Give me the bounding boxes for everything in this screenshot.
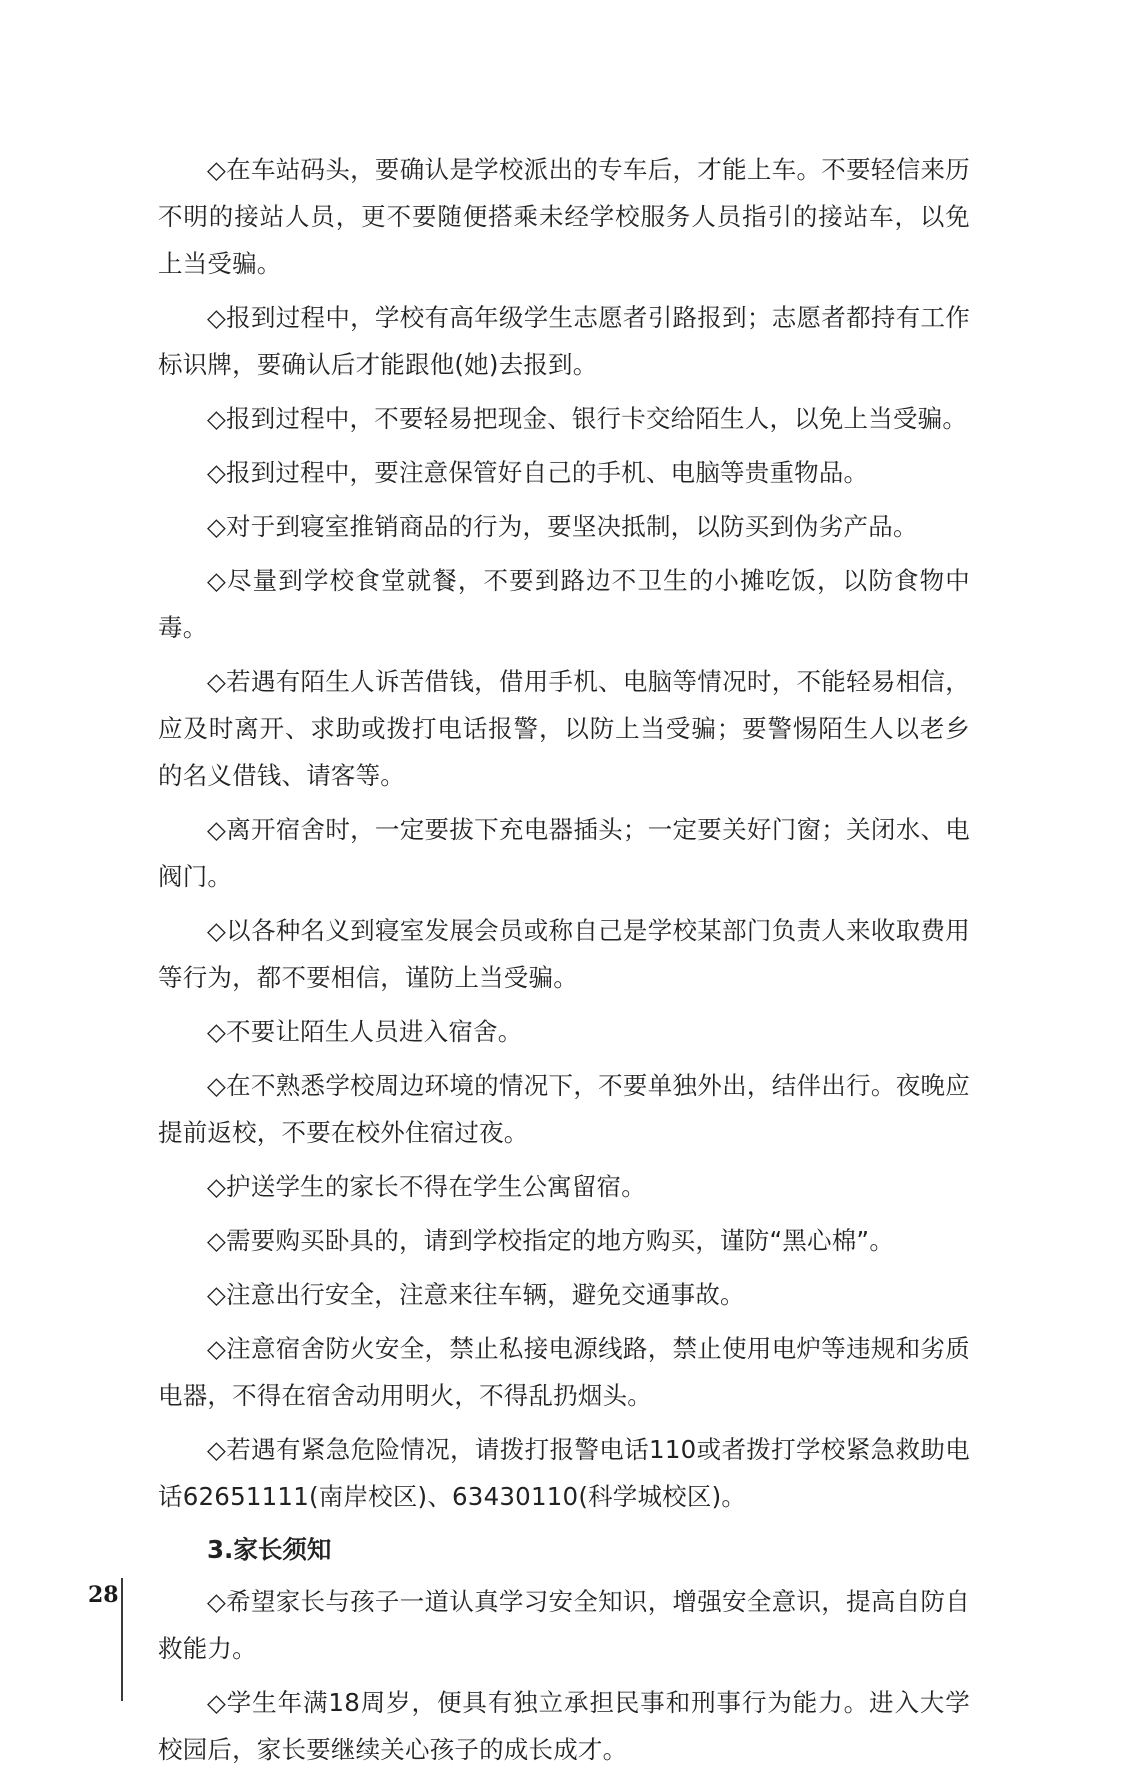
notice-paragraph: ◇对于到寝室推销商品的行为，要坚决抵制，以防买到伪劣产品。 [207,512,918,541]
notice-paragraph: ◇不要让陌生人员进入宿舍。 [207,1017,523,1046]
notice-paragraph: ◇护送学生的家长不得在学生公寓留宿。 [207,1172,646,1201]
notice-paragraph: ◇报到过程中，要注意保管好自己的手机、电脑等贵重物品。 [207,458,869,487]
page-body [158,146,970,1780]
notice-paragraph: ◇需要购买卧具的，请到学校指定的地方购买，谨防“黑心棉”。 [207,1226,895,1255]
margin-rule [121,1578,123,1701]
notice-paragraph: ◇尽量到学校食堂就餐，不要到路边不卫生的小摊吃饭，以防食物中毒。 [158,566,970,642]
notice-paragraph: ◇若遇有紧急危险情况，请拨打报警电话110或者拨打学校紧急救助电话62651111(南岸校区)、63430110(科学城校区)。 [158,1435,970,1511]
notice-paragraph: ◇注意出行安全，注意来往车辆，避免交通事故。 [207,1280,745,1309]
section-heading: 3.家长须知 [207,1535,332,1564]
notice-paragraph: ◇在车站码头，要确认是学校派出的专车后，才能上车。不要轻信来历不明的接站人员，更不要随便搭乘未经学校服务人员指引的接站车，以免上当受骗。 [158,155,970,278]
notice-paragraph: ◇报到过程中，不要轻易把现金、银行卡交给陌生人，以免上当受骗。 [207,404,968,433]
notice-paragraph: ◇注意宿舍防火安全，禁止私接电源线路，禁止使用电炉等违规和劣质电器，不得在宿舍动用明火，不得乱扔烟头。 [158,1334,970,1410]
notice-paragraph: ◇报到过程中，学校有高年级学生志愿者引路报到；志愿者都持有工作标识牌，要确认后才能跟他(她)去报到。 [158,303,970,379]
notice-paragraph: ◇在不熟悉学校周边环境的情况下，不要单独外出，结伴出行。夜晚应提前返校，不要在校外住宿过夜。 [158,1071,970,1147]
notice-paragraph: ◇若遇有陌生人诉苦借钱，借用手机、电脑等情况时，不能轻易相信，应及时离开、求助或拨打电话报警，以防上当受骗；要警惕陌生人以老乡的名义借钱、请客等。 [158,667,970,790]
notice-paragraph: ◇学生年满18周岁，便具有独立承担民事和刑事行为能力。进入大学校园后，家长要继续关心孩子的成长成才。 [158,1688,970,1764]
page-number: 28 [88,1582,119,1608]
notice-paragraph: ◇离开宿舍时，一定要拔下充电器插头；一定要关好门窗；关闭水、电阀门。 [158,815,970,891]
notice-paragraph: ◇以各种名义到寝室发展会员或称自己是学校某部门负责人来收取费用等行为，都不要相信，谨防上当受骗。 [158,916,970,992]
notice-paragraph: ◇希望家长与孩子一道认真学习安全知识，增强安全意识，提高自防自救能力。 [158,1587,970,1663]
